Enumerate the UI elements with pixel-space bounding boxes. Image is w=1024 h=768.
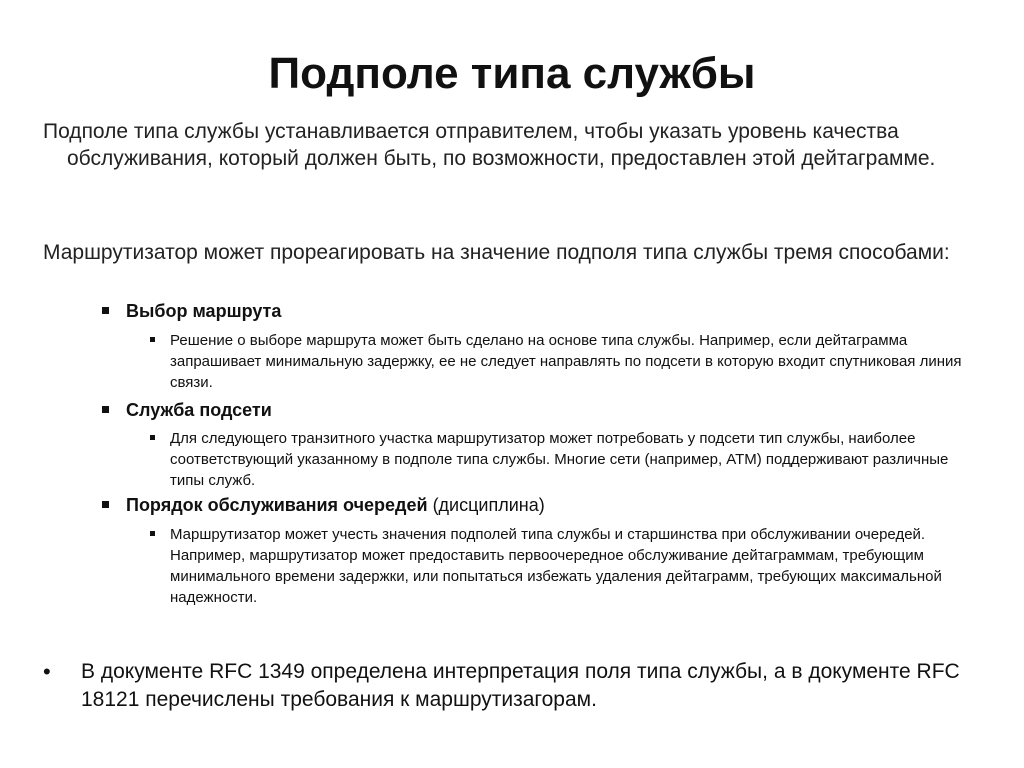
item-heading-suffix: (дисциплина): [427, 495, 545, 515]
footer-text: В документе RFC 1349 определена интерпретация поля типа службы, а в документе RFC 18121 перечислены требования к маршрутизагорам.: [81, 660, 960, 711]
slide-title: Подполе типа службы: [268, 49, 756, 98]
sub-item-text: Для следующего транзитного участка маршрутизатор может потребовать у подсети тип службы, наиболее соответствующий указанному в подполе типа службы. Многие сети (например, АТМ) поддерживают различные типы служб.: [170, 430, 949, 489]
square-bullet-icon: [102, 406, 109, 413]
square-bullet-icon: [150, 435, 155, 440]
square-bullet-icon: [102, 501, 109, 508]
item-heading: Выбор маршрута: [126, 301, 282, 321]
square-bullet-icon: [102, 307, 109, 314]
square-bullet-icon: [150, 337, 155, 342]
square-bullet-icon: [150, 531, 155, 536]
intro-text: Подполе типа службы устанавливается отправителем, чтобы указать уровень качества обслуживания, который должен быть, по возможности, предоставлен этой дейтаграмме.: [43, 120, 936, 170]
router-paragraph: [43, 239, 1003, 266]
sub-item-text: Решение о выборе маршрута может быть сделано на основе типа службы. Например, если дейтаграмма запрашивает минимальную задержку, ее не следует направлять по подсети в которую входит спутниковая линия связи.: [170, 332, 962, 391]
round-bullet-icon: •: [43, 659, 51, 684]
item-heading: Служба подсети: [126, 400, 272, 420]
item-heading: Порядок обслуживания очередей: [126, 495, 428, 515]
sub-item-text: Маршрутизатор может учесть значения подполей типа службы и старшинства при обслуживании очередей. Например, маршрутизатор может предоставить первоочередное обслуживание дейтаграммам, требующим минимального времени задержки, или попытаться избежать удаления дейтаграмм, требующих максимальной надежности.: [170, 526, 942, 606]
router-text: Маршрутизатор может прореагировать на значение подполя типа службы тремя способами:: [43, 241, 950, 264]
intro-paragraph: [43, 118, 1003, 172]
